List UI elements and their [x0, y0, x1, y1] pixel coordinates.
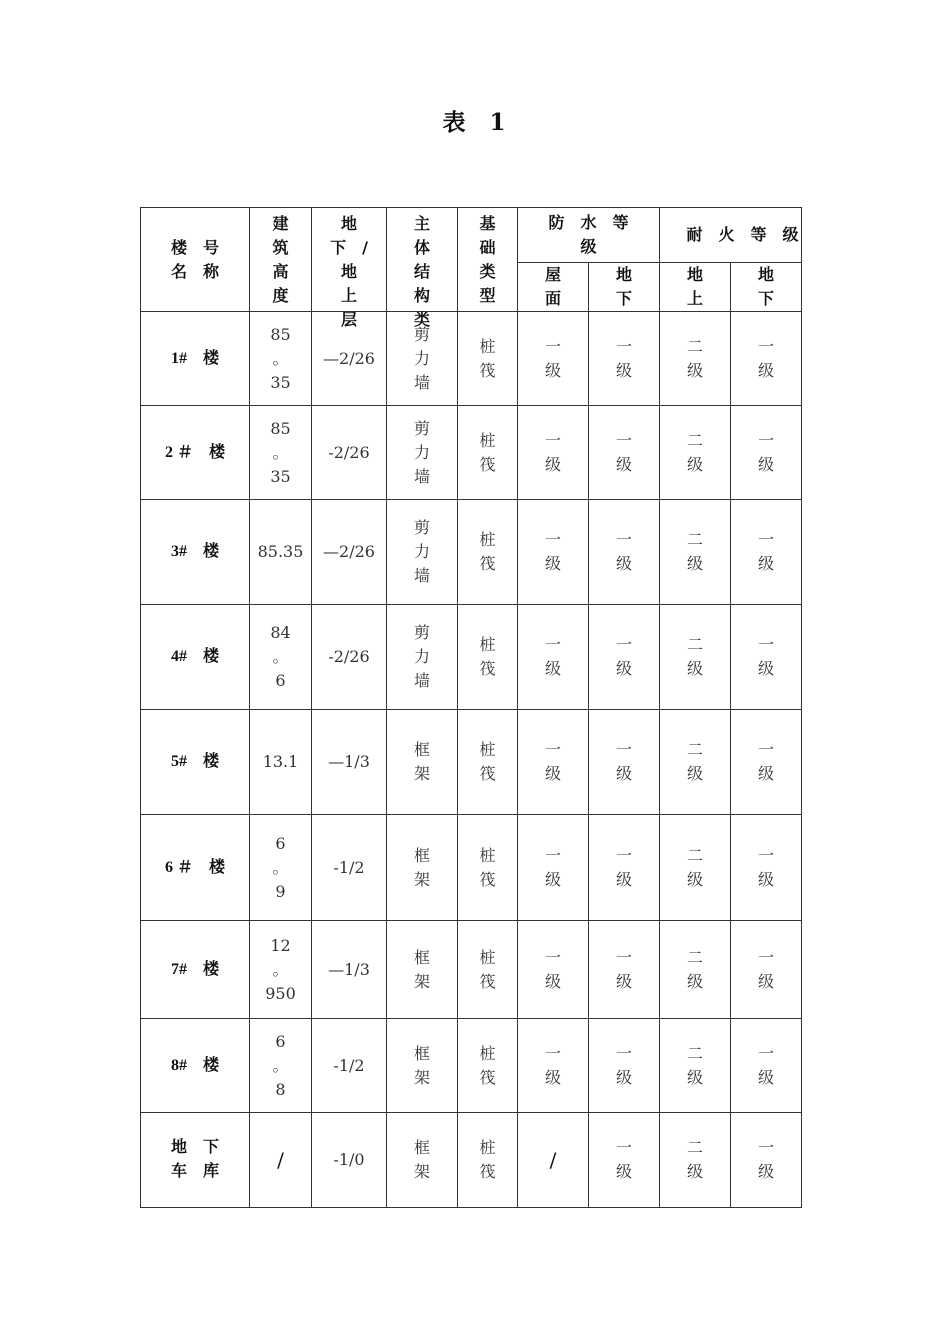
table-row — [141, 1019, 802, 1113]
underground-fire-grade: 一 级 — [731, 406, 802, 500]
underground-waterproof-grade: 一 级 — [589, 921, 660, 1019]
header-height: 建 筑 高 度 — [250, 208, 312, 312]
underground-fire-grade: 一 级 — [731, 815, 802, 921]
foundation-type: 桩 筏 — [458, 406, 518, 500]
foundation-type: 桩 筏 — [458, 1019, 518, 1113]
underground-fire-grade: 一 级 — [731, 312, 802, 406]
underground-waterproof-grade: 一 级 — [589, 1113, 660, 1208]
structure-type: 剪 力 墙 — [387, 605, 458, 710]
underground-waterproof-grade: 一 级 — [589, 500, 660, 605]
title-number: 1 — [489, 109, 508, 136]
roof-waterproof-grade: 一 级 — [518, 312, 589, 406]
table-row — [141, 605, 802, 710]
header-fire-underground: 地 下 — [731, 263, 802, 312]
underground-waterproof-grade: 一 级 — [589, 605, 660, 710]
structure-type: 剪 力 墙 — [387, 406, 458, 500]
header-fire-above: 地 上 — [660, 263, 731, 312]
above-fire-grade: 二 级 — [660, 500, 731, 605]
roof-waterproof-grade: / — [518, 1113, 589, 1208]
building-name: 3# 楼 — [141, 500, 250, 605]
building-height: 85 。 35 — [250, 406, 312, 500]
floor-count: -1/2 — [312, 1019, 387, 1113]
building-height: 85 。 35 — [250, 312, 312, 406]
underground-fire-grade: 一 级 — [731, 500, 802, 605]
floor-count: —2/26 — [312, 500, 387, 605]
structure-type: 框 架 — [387, 921, 458, 1019]
structure-type: 剪 力 墙 — [387, 500, 458, 605]
building-name: 地 下 车 库 — [141, 1113, 250, 1208]
roof-waterproof-grade: 一 级 — [518, 500, 589, 605]
roof-waterproof-grade: 一 级 — [518, 815, 589, 921]
table-row — [141, 312, 802, 406]
floor-count: -1/0 — [312, 1113, 387, 1208]
structure-type: 框 架 — [387, 710, 458, 815]
building-table — [140, 207, 802, 1208]
foundation-type: 桩 筏 — [458, 1113, 518, 1208]
header-structure: 主 体 结 构 类 — [387, 208, 458, 312]
roof-waterproof-grade: 一 级 — [518, 605, 589, 710]
building-name: 8# 楼 — [141, 1019, 250, 1113]
floor-count: —1/3 — [312, 921, 387, 1019]
roof-waterproof-grade: 一 级 — [518, 921, 589, 1019]
above-fire-grade: 二 级 — [660, 921, 731, 1019]
table-row — [141, 815, 802, 921]
building-height: 85.35 — [250, 500, 312, 605]
building-name: 4# 楼 — [141, 605, 250, 710]
building-name: 7# 楼 — [141, 921, 250, 1019]
header-wp-underground: 地 下 — [589, 263, 660, 312]
roof-waterproof-grade: 一 级 — [518, 406, 589, 500]
structure-type: 框 架 — [387, 1019, 458, 1113]
above-fire-grade: 二 级 — [660, 815, 731, 921]
above-fire-grade: 二 级 — [660, 312, 731, 406]
table-row — [141, 406, 802, 500]
header-foundation: 基 础 类 型 — [458, 208, 518, 312]
header-fire: 耐 火 等 级 — [660, 208, 802, 263]
header-name: 楼 号 名 称 — [141, 208, 250, 312]
building-name: 5# 楼 — [141, 710, 250, 815]
foundation-type: 桩 筏 — [458, 921, 518, 1019]
title-label: 表 — [442, 109, 468, 136]
structure-type: 剪 力 墙 — [387, 312, 458, 406]
header-floors: 地 下 / 地 上 层 — [312, 208, 387, 312]
building-height: 84 。 6 — [250, 605, 312, 710]
roof-waterproof-grade: 一 级 — [518, 1019, 589, 1113]
roof-waterproof-grade: 一 级 — [518, 710, 589, 815]
building-name: 6 ＃ 楼 — [141, 815, 250, 921]
underground-waterproof-grade: 一 级 — [589, 406, 660, 500]
floor-count: -1/2 — [312, 815, 387, 921]
underground-fire-grade: 一 级 — [731, 921, 802, 1019]
underground-waterproof-grade: 一 级 — [589, 1019, 660, 1113]
structure-type: 框 架 — [387, 815, 458, 921]
page-title — [0, 104, 950, 137]
structure-type: 框 架 — [387, 1113, 458, 1208]
floor-count: —2/26 — [312, 312, 387, 406]
building-height: 12 。 950 — [250, 921, 312, 1019]
above-fire-grade: 二 级 — [660, 605, 731, 710]
header-waterproof: 防 水 等 级 — [518, 208, 660, 263]
above-fire-grade: 二 级 — [660, 1019, 731, 1113]
table-row — [141, 710, 802, 815]
foundation-type: 桩 筏 — [458, 815, 518, 921]
header-roof: 屋 面 — [518, 263, 589, 312]
foundation-type: 桩 筏 — [458, 605, 518, 710]
underground-waterproof-grade: 一 级 — [589, 312, 660, 406]
underground-fire-grade: 一 级 — [731, 1019, 802, 1113]
building-height: / — [250, 1113, 312, 1208]
building-name: 1# 楼 — [141, 312, 250, 406]
table-row — [141, 921, 802, 1019]
foundation-type: 桩 筏 — [458, 710, 518, 815]
underground-fire-grade: 一 级 — [731, 710, 802, 815]
floor-count: —1/3 — [312, 710, 387, 815]
foundation-type: 桩 筏 — [458, 312, 518, 406]
building-height: 13.1 — [250, 710, 312, 815]
floor-count: -2/26 — [312, 605, 387, 710]
above-fire-grade: 二 级 — [660, 1113, 731, 1208]
table-row — [141, 1113, 802, 1208]
building-height: 6 。 9 — [250, 815, 312, 921]
foundation-type: 桩 筏 — [458, 500, 518, 605]
floor-count: -2/26 — [312, 406, 387, 500]
building-name: 2 ＃ 楼 — [141, 406, 250, 500]
building-height: 6 。 8 — [250, 1019, 312, 1113]
underground-fire-grade: 一 级 — [731, 605, 802, 710]
above-fire-grade: 二 级 — [660, 406, 731, 500]
underground-waterproof-grade: 一 级 — [589, 710, 660, 815]
underground-waterproof-grade: 一 级 — [589, 815, 660, 921]
above-fire-grade: 二 级 — [660, 710, 731, 815]
underground-fire-grade: 一 级 — [731, 1113, 802, 1208]
table-row — [141, 500, 802, 605]
